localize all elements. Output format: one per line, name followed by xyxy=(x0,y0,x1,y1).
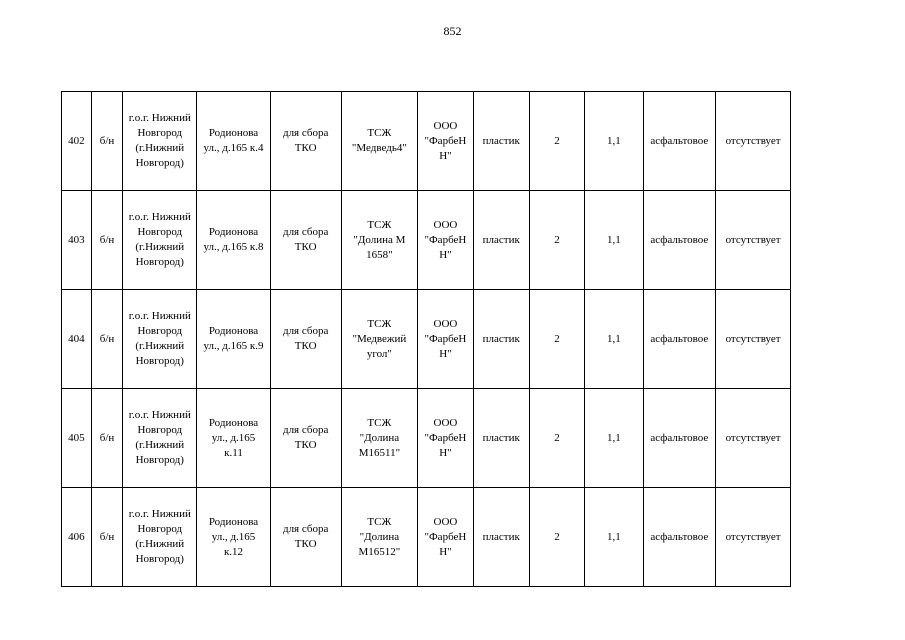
volume-cell: 1,1 xyxy=(585,191,643,290)
material-cell: пластик xyxy=(473,191,529,290)
surface-cell: асфальтовое xyxy=(643,389,716,488)
fence-cell: отсутствует xyxy=(716,488,791,587)
owner-cell: ТСЖ "Долина М 1658" xyxy=(341,191,418,290)
registry-number-cell: б/н xyxy=(91,389,123,488)
table-row xyxy=(62,488,791,587)
owner-cell: ТСЖ "Долина М16512" xyxy=(341,488,418,587)
registry-number-cell: б/н xyxy=(91,92,123,191)
purpose-cell: для сбора ТКО xyxy=(270,290,341,389)
purpose-cell: для сбора ТКО xyxy=(270,389,341,488)
table-row xyxy=(62,92,791,191)
fence-cell: отсутствует xyxy=(716,290,791,389)
operator-cell: ООО "ФарбеН Н" xyxy=(418,488,473,587)
owner-cell: ТСЖ "Медвежий угол" xyxy=(341,290,418,389)
city-cell: г.о.г. Нижний Новгород (г.Нижний Новгород) xyxy=(123,191,197,290)
row-number-cell: 405 xyxy=(62,389,92,488)
city-cell: г.о.г. Нижний Новгород (г.Нижний Новгород) xyxy=(123,488,197,587)
purpose-cell: для сбора ТКО xyxy=(270,191,341,290)
row-number-cell: 404 xyxy=(62,290,92,389)
surface-cell: асфальтовое xyxy=(643,92,716,191)
surface-cell: асфальтовое xyxy=(643,488,716,587)
address-cell: Родионова ул., д.165 к.12 xyxy=(197,488,271,587)
table-row xyxy=(62,191,791,290)
registry-number-cell: б/н xyxy=(91,488,123,587)
volume-cell: 1,1 xyxy=(585,92,643,191)
operator-cell: ООО "ФарбеН Н" xyxy=(418,290,473,389)
surface-cell: асфальтовое xyxy=(643,290,716,389)
material-cell: пластик xyxy=(473,92,529,191)
fence-cell: отсутствует xyxy=(716,92,791,191)
row-number-cell: 403 xyxy=(62,191,92,290)
city-cell: г.о.г. Нижний Новгород (г.Нижний Новгород) xyxy=(123,389,197,488)
row-number-cell: 406 xyxy=(62,488,92,587)
address-cell: Родионова ул., д.165 к.4 xyxy=(197,92,271,191)
address-cell: Родионова ул., д.165 к.9 xyxy=(197,290,271,389)
material-cell: пластик xyxy=(473,290,529,389)
volume-cell: 1,1 xyxy=(585,488,643,587)
row-number-cell: 402 xyxy=(62,92,92,191)
city-cell: г.о.г. Нижний Новгород (г.Нижний Новгород) xyxy=(123,290,197,389)
owner-cell: ТСЖ "Медведь4" xyxy=(341,92,418,191)
material-cell: пластик xyxy=(473,389,529,488)
table-row xyxy=(62,389,791,488)
container-count-cell: 2 xyxy=(529,191,584,290)
registry-number-cell: б/н xyxy=(91,290,123,389)
page-number: 852 xyxy=(443,24,462,38)
operator-cell: ООО "ФарбеН Н" xyxy=(418,389,473,488)
address-cell: Родионова ул., д.165 к.11 xyxy=(197,389,271,488)
purpose-cell: для сбора ТКО xyxy=(270,488,341,587)
address-cell: Родионова ул., д.165 к.8 xyxy=(197,191,271,290)
container-count-cell: 2 xyxy=(529,488,584,587)
city-cell: г.о.г. Нижний Новгород (г.Нижний Новгород) xyxy=(123,92,197,191)
operator-cell: ООО "ФарбеН Н" xyxy=(418,92,473,191)
volume-cell: 1,1 xyxy=(585,389,643,488)
fence-cell: отсутствует xyxy=(716,191,791,290)
operator-cell: ООО "ФарбеН Н" xyxy=(418,191,473,290)
owner-cell: ТСЖ "Долина М16511" xyxy=(341,389,418,488)
material-cell: пластик xyxy=(473,488,529,587)
purpose-cell: для сбора ТКО xyxy=(270,92,341,191)
register-table xyxy=(61,91,791,587)
container-count-cell: 2 xyxy=(529,290,584,389)
container-count-cell: 2 xyxy=(529,389,584,488)
volume-cell: 1,1 xyxy=(585,290,643,389)
surface-cell: асфальтовое xyxy=(643,191,716,290)
registry-number-cell: б/н xyxy=(91,191,123,290)
table-row xyxy=(62,290,791,389)
fence-cell: отсутствует xyxy=(716,389,791,488)
container-count-cell: 2 xyxy=(529,92,584,191)
